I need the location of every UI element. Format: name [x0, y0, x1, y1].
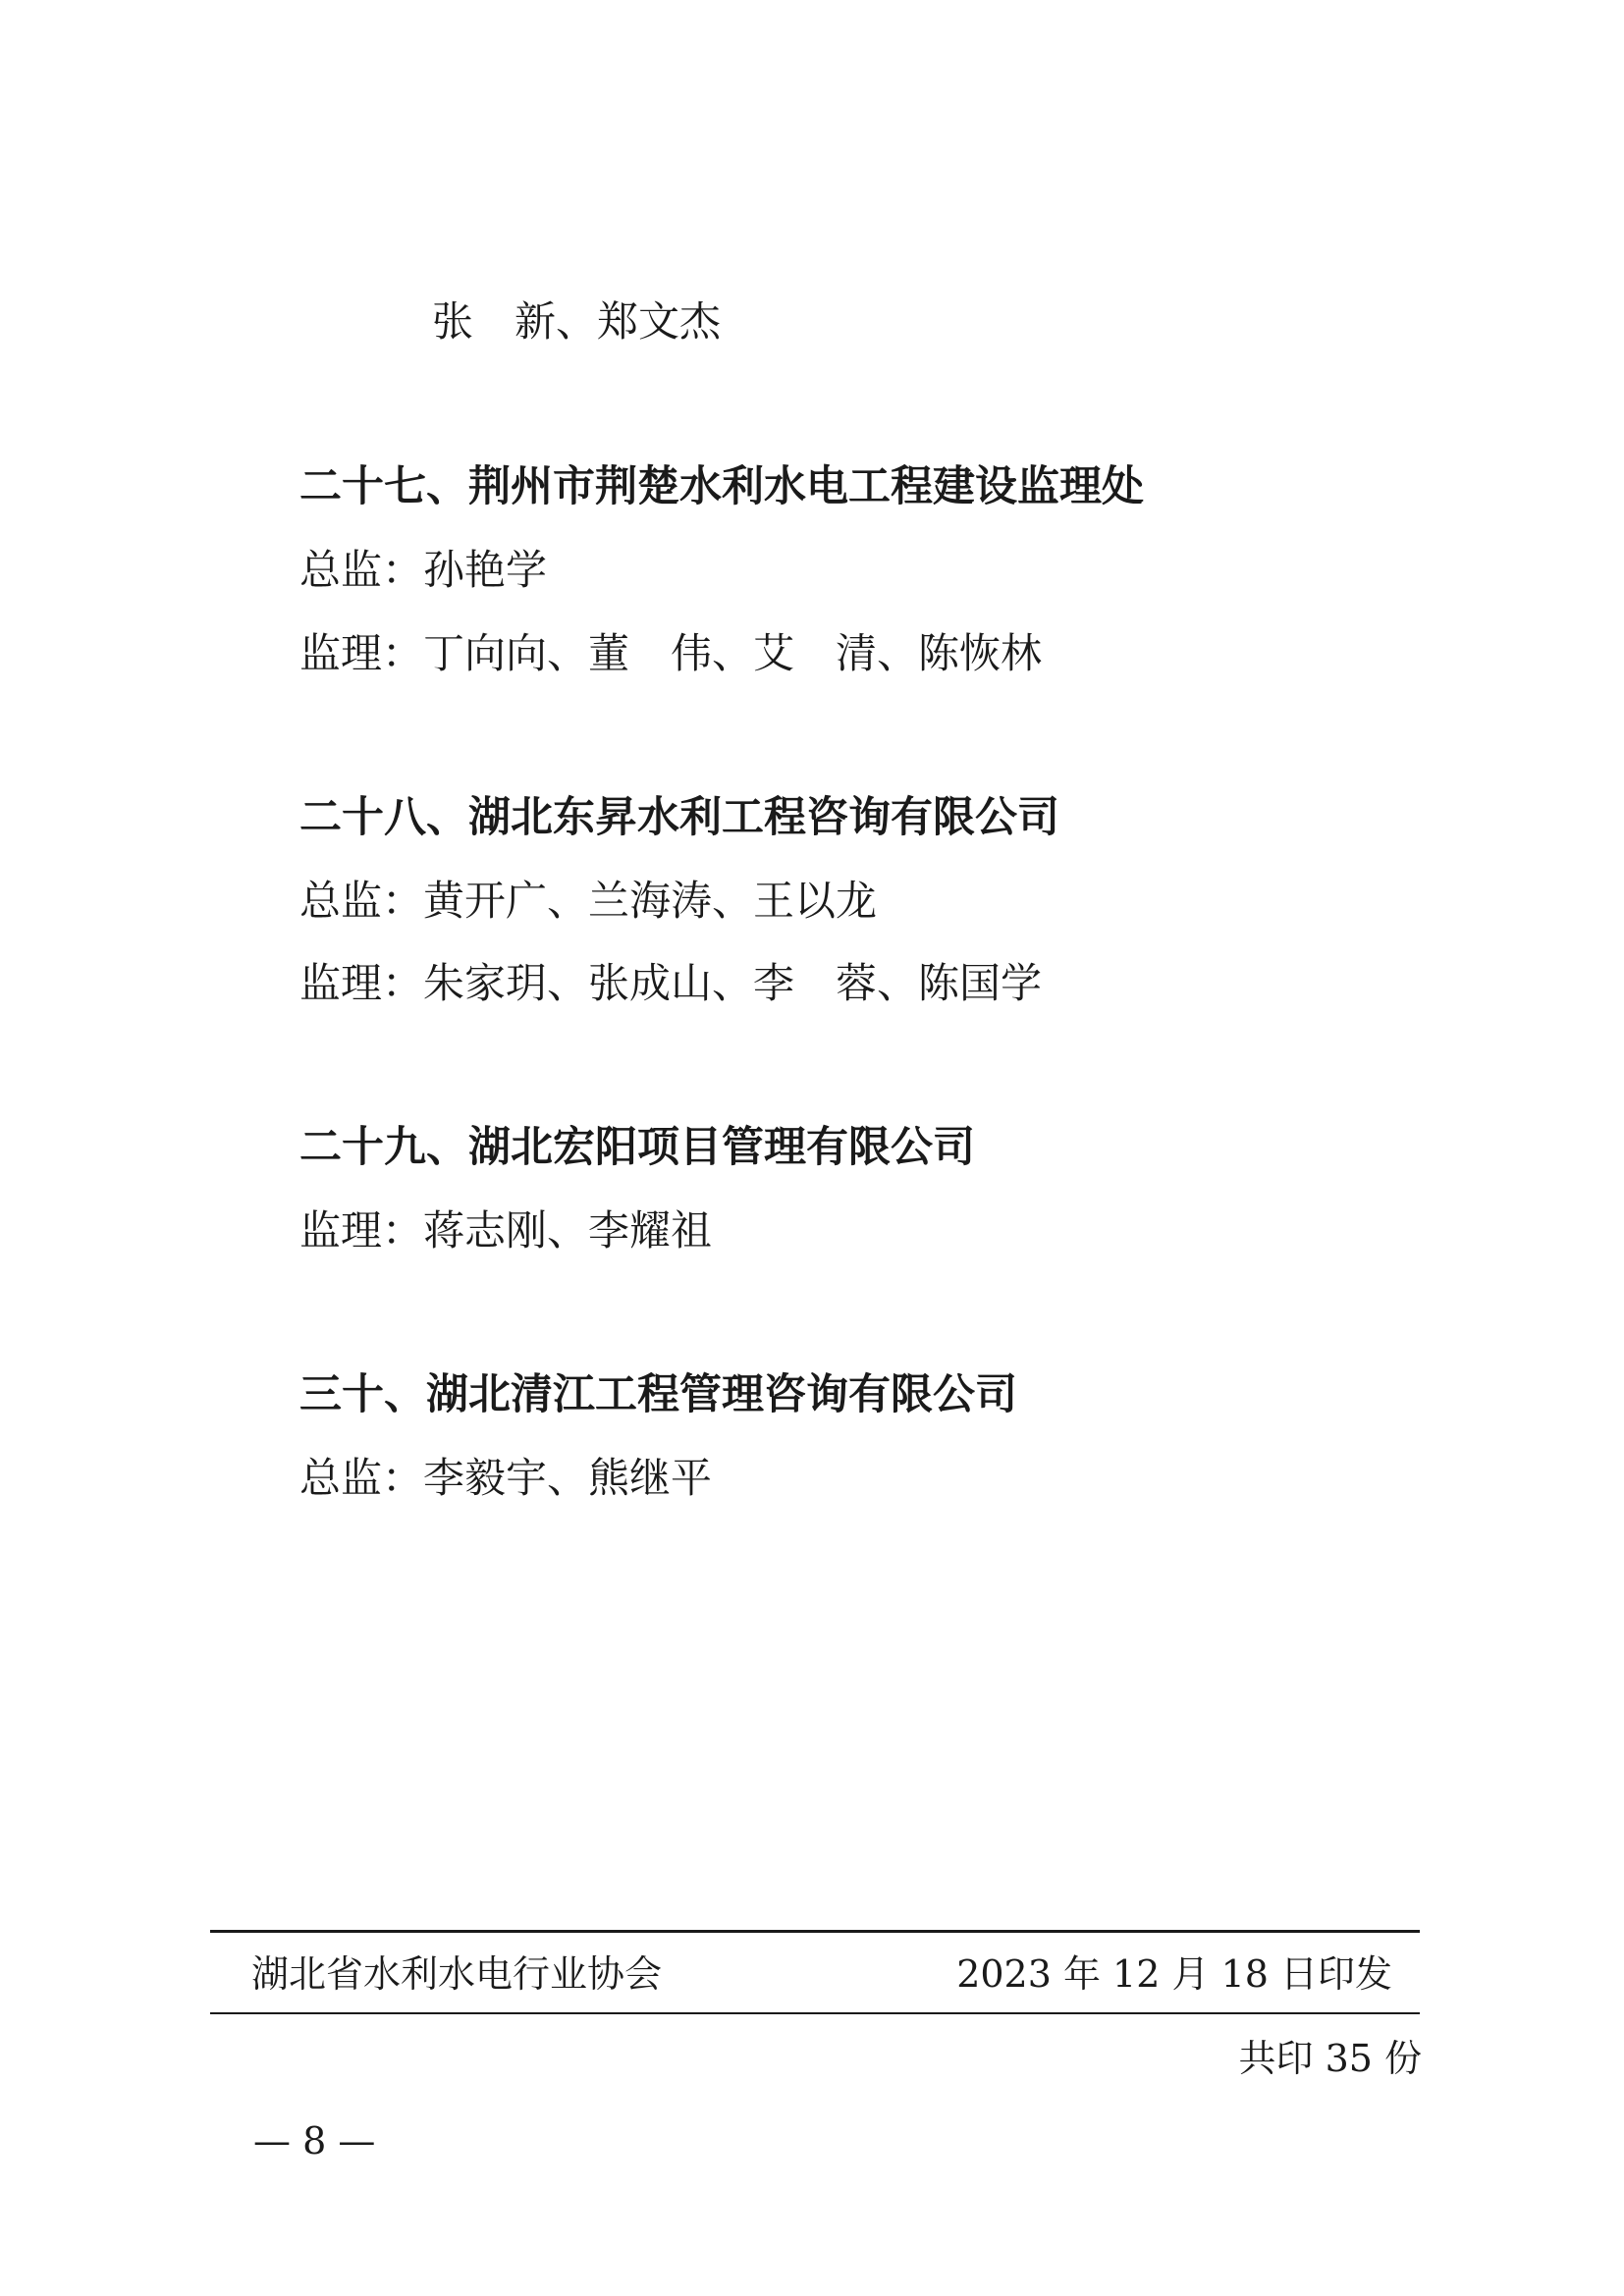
footer-issuer: 湖北省水利水电行业协会: [251, 1952, 663, 1996]
footer-issue-date: 2023 年 12 月 18 日印发: [956, 1952, 1392, 1996]
supervisor-line: 监理：丁向向、董 伟、艾 清、陈恢林: [299, 629, 1043, 677]
section-heading: 二十九、湖北宏阳项目管理有限公司: [299, 1123, 975, 1172]
section-heading: 二十七、荆州市荆楚水利水电工程建设监理处: [299, 462, 1144, 511]
carryover-names: 张 新、郑文杰: [432, 297, 722, 346]
page-number: — 8 —: [253, 2119, 376, 2163]
supervisor-line: 监理：朱家玥、张成山、李 蓉、陈国学: [299, 959, 1043, 1007]
section-heading: 二十八、湖北东昇水利工程咨询有限公司: [299, 793, 1059, 842]
footer-copies: 共印 35 份: [1238, 2037, 1422, 2080]
director-line: 总监：黄开广、兰海涛、王以龙: [299, 877, 878, 925]
director-line: 总监：孙艳学: [299, 546, 548, 594]
director-line: 总监：李毅宇、熊继平: [299, 1454, 713, 1502]
supervisor-line: 监理：蒋志刚、李耀祖: [299, 1206, 713, 1255]
section-heading: 三十、湖北清江工程管理咨询有限公司: [299, 1370, 1017, 1419]
footer-bottom-rule: [210, 2012, 1420, 2014]
footer-top-rule: [210, 1930, 1420, 1933]
